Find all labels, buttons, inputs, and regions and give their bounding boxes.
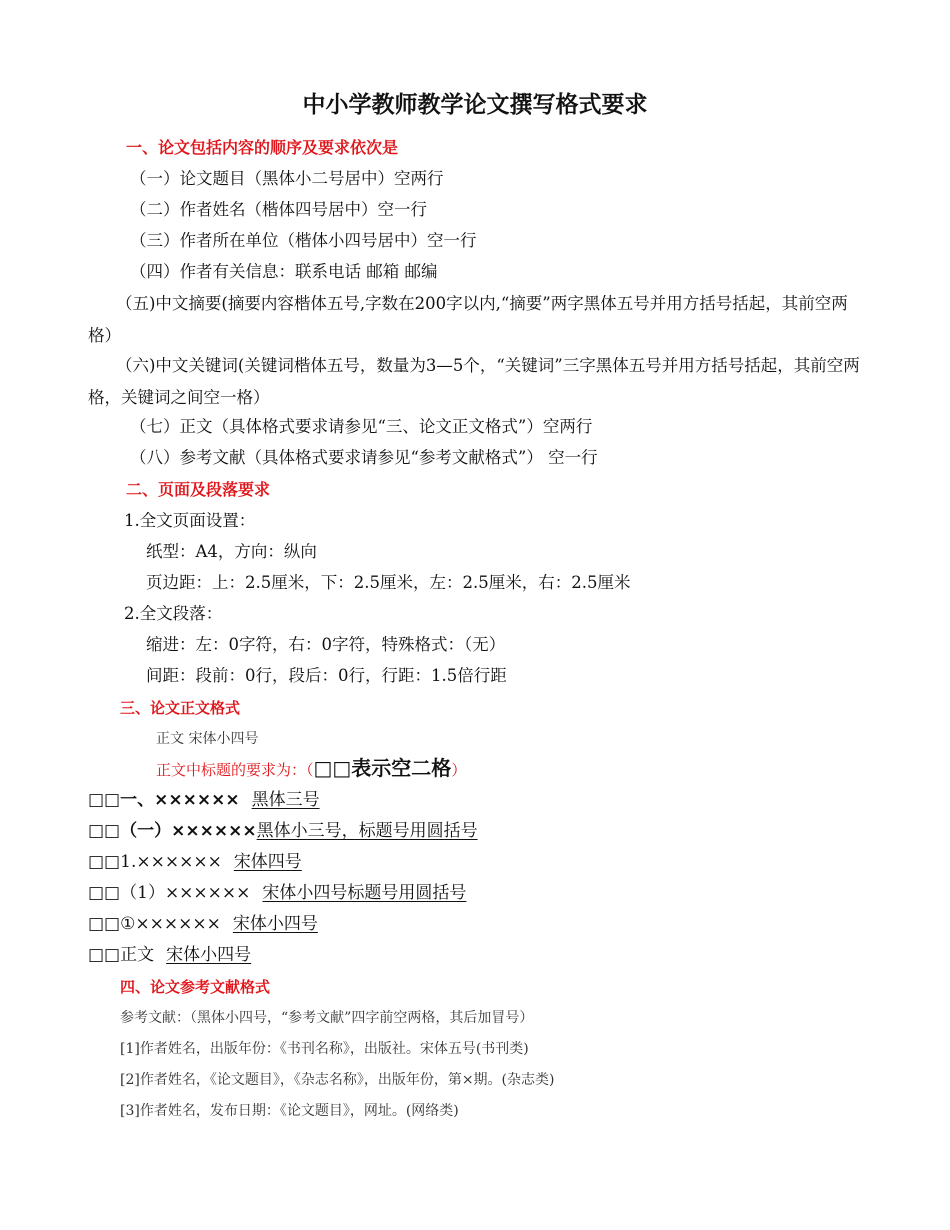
example-heading-3 [88, 854, 302, 871]
list-item: （七）正文（具体格式要求请参见“三、论文正文格式”）空两行 [130, 417, 593, 436]
example-note: 宋体小四号标题号用圆括号 [262, 883, 467, 903]
list-item: （三）作者所在单位（楷体小四号居中）空一行 [130, 231, 477, 250]
body-note: 正文 宋体小四号 [156, 731, 259, 747]
example-note: 宋体四号 [233, 852, 302, 872]
example-lead: □□一、×××××× [88, 790, 240, 810]
example-lead: □□（一）×××××× [88, 821, 257, 841]
example-note: 黑体三号 [251, 790, 320, 810]
example-body [88, 947, 251, 964]
example-heading-1 [88, 792, 320, 809]
list-item-keywords: （六)中文关键词(关键词楷体五号，数量为3—5个，“关键词”三字黑体五号并用方括号括起，其前空两格，关键词之间空一格） [88, 356, 860, 407]
list-item: （一）论文题目（黑体小二号居中）空两行 [130, 169, 444, 188]
example-lead: □□正文 [88, 945, 155, 965]
example-note: 黑体小三号，标题号用圆括号 [256, 821, 478, 841]
section-heading-3: 三、论文正文格式 [120, 699, 241, 717]
list-item: （四）作者有关信息：联系电话 邮箱 邮编 [130, 262, 438, 281]
reference-intro: 参考文献：（黑体小四号，“参考文献”四字前空两格，其后加冒号） [120, 1010, 534, 1026]
title-requirement-prefix: 正文中标题的要求为：（ [156, 761, 314, 779]
example-heading-2 [88, 823, 478, 840]
list-item: （八）参考文献（具体格式要求请参见“参考文献格式”） 空一行 [130, 448, 598, 467]
example-lead: □□（1）×××××× [88, 883, 251, 903]
paragraph-title: 1.全文页面设置： [124, 511, 256, 530]
example-note: 宋体小四号 [232, 914, 318, 934]
title-requirement [156, 758, 466, 778]
example-heading-4 [88, 885, 466, 902]
text-line: 间距：段前：0行，段后：0行，行距：1.5倍行距 [146, 666, 507, 685]
list-item: （二）作者姓名（楷体四号居中）空一行 [130, 200, 427, 219]
reference-item: [2]作者姓名，《论文题目》，《杂志名称》，出版年份，第×期。(杂志类) [120, 1072, 555, 1088]
title-requirement-suffix: ） [451, 761, 467, 779]
text-line: 缩进：左：0字符，右：0字符，特殊格式：（无） [146, 635, 506, 654]
section-heading-2: 二、页面及段落要求 [126, 480, 271, 499]
text-line: 纸型：A4，方向：纵向 [146, 542, 317, 561]
reference-item: [1]作者姓名，出版年份：《书刊名称》，出版社。宋体五号(书刊类) [120, 1041, 529, 1057]
example-lead: □□①×××××× [88, 914, 221, 934]
reference-item: [3]作者姓名，发布日期：《论文题目》，网址。(网络类) [120, 1103, 459, 1119]
example-heading-5 [88, 916, 318, 933]
paragraph-title: 2.全文段落： [124, 604, 223, 623]
section-heading-4: 四、论文参考文献格式 [120, 978, 271, 996]
title-requirement-mid: □□表示空二格 [313, 756, 452, 780]
text-line: 页边距：上：2.5厘米，下：2.5厘米，左：2.5厘米，右：2.5厘米 [146, 573, 631, 592]
list-item-summary: （五)中文摘要(摘要内容楷体五号,字数在200字以内,“摘要”两字黑体五号并用方括号括起，其前空两格） [88, 294, 848, 345]
example-lead: □□1.×××××× [88, 852, 222, 872]
page-title: 中小学教师教学论文撰写格式要求 [302, 92, 648, 118]
section-heading-1: 一、论文包括内容的顺序及要求依次是 [126, 138, 399, 157]
example-note: 宋体小四号 [166, 945, 252, 965]
